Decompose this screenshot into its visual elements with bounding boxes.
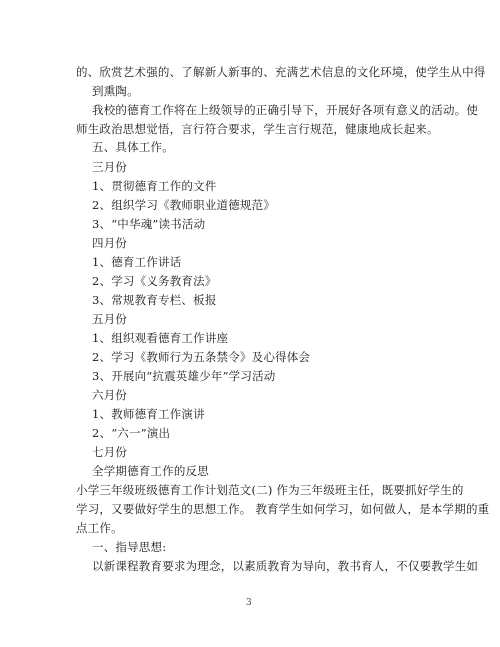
month-heading: 六月份 (92, 388, 128, 402)
text-line: 以新课程教育要求为理念，以素质教育为导向，教书育人，不仅要教学生如 (92, 559, 479, 573)
text-line: 我校的德育工作将在上级领导的正确引导下，开展好各项有意义的活动。使 (92, 103, 479, 117)
list-item: 1、德育工作讲话 (92, 255, 182, 269)
text-line: 小学三年级班级德育工作计划范文(二) 作为三年级班主任，既要抓好学生的 (76, 483, 464, 497)
text-line: 到熏陶。 (92, 84, 139, 98)
list-item: 3、开展向“抗震英雄少年”学习活动 (92, 369, 276, 383)
list-item: 1、贯彻德育工作的文件 (92, 179, 217, 193)
list-item: 2、学习《义务教育法》 (92, 274, 217, 288)
list-item: 3、常规教育专栏、板报 (92, 293, 217, 307)
list-item: 1、教师德育工作演讲 (92, 407, 205, 421)
month-heading: 五月份 (92, 312, 128, 326)
section-heading: 五、具体工作。 (92, 140, 174, 154)
month-heading: 七月份 (92, 445, 128, 459)
text-line: 点工作。 (76, 521, 123, 535)
list-item: 2、组织学习《教师职业道德规范》 (92, 198, 276, 212)
month-heading: 四月份 (92, 236, 128, 250)
month-heading: 三月份 (92, 160, 128, 174)
text-line: 的、欣赏艺术强的、了解新人新事的、充满艺术信息的文化环境，使学生从中得 (76, 65, 486, 79)
list-item: 2、“六一”演出 (92, 426, 171, 440)
text-line: 学习，又要做好学生的思想工作。 教育学生如何学习，如何做人，是本学期的重 (76, 502, 490, 516)
list-item: 2、学习《教师行为五条禁令》及心得体会 (92, 350, 311, 364)
list-item: 1、组织观看德育工作讲座 (92, 331, 229, 345)
list-item: 3、“中华魂”读书活动 (92, 217, 206, 231)
section-heading: 一、指导思想: (92, 540, 167, 554)
page-number: 3 (246, 598, 252, 608)
text-line: 全学期德育工作的反思 (92, 464, 209, 478)
text-line: 师生政治思想觉悟，言行符合要求，学生言行规范，健康地成长起来。 (76, 122, 439, 136)
